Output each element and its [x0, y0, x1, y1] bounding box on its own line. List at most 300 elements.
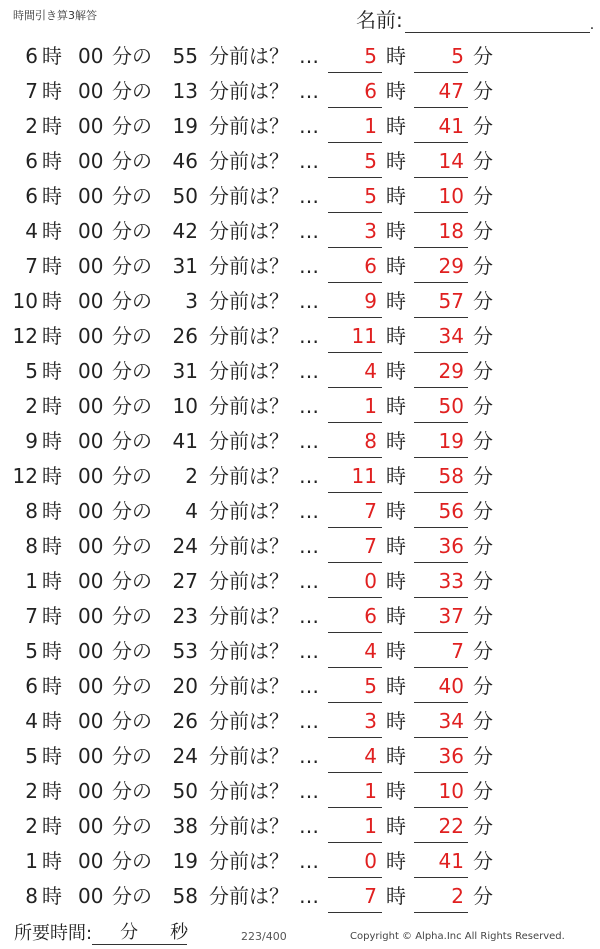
ellipsis: …: [299, 464, 318, 488]
hour-value: 2: [25, 779, 38, 803]
answer-minute-line[interactable]: [414, 212, 468, 213]
answer-minute-line[interactable]: [414, 702, 468, 703]
problem-row: [0, 564, 600, 599]
minute-of-label: 分の: [112, 674, 152, 698]
answer-minute-line[interactable]: [414, 457, 468, 458]
answer-minute-label: 分: [473, 464, 493, 488]
hour-label: 時: [42, 44, 62, 68]
hour-label: 時: [42, 464, 62, 488]
minute-value: 00: [78, 709, 104, 733]
minutes-before-label: 分前は？: [209, 779, 289, 803]
answer-hour-label: 時: [386, 569, 406, 593]
problem-row: [0, 599, 600, 634]
answer-minute-line[interactable]: [414, 772, 468, 773]
answer-hour-label: 時: [386, 604, 406, 628]
hour-label: 時: [42, 674, 62, 698]
answer-minute: 37: [438, 604, 464, 628]
answer-minute-line[interactable]: [414, 177, 468, 178]
answer-hour: 6: [364, 604, 377, 628]
minute-value: 00: [78, 849, 104, 873]
answer-minute: 33: [438, 569, 464, 593]
minutes-before-value: 55: [172, 44, 198, 68]
copyright: Copyright © Alpha.Inc All Rights Reserved.: [350, 931, 565, 942]
answer-hour-label: 時: [386, 429, 406, 453]
minutes-before-label: 分前は？: [209, 849, 289, 873]
answer-minute: 10: [438, 184, 464, 208]
answer-minute-label: 分: [473, 184, 493, 208]
problem-row: [0, 284, 600, 319]
problem-list: [0, 39, 600, 914]
answer-minute: 47: [438, 79, 464, 103]
hour-value: 2: [25, 814, 38, 838]
answer-hour: 5: [364, 44, 377, 68]
hour-value: 7: [25, 254, 38, 278]
answer-minute-label: 分: [473, 779, 493, 803]
minutes-unit: 分: [120, 922, 139, 943]
minutes-before-label: 分前は？: [209, 254, 289, 278]
time-taken-label: 所要時間:: [14, 923, 93, 944]
answer-minute-label: 分: [473, 884, 493, 908]
ellipsis: …: [299, 674, 318, 698]
problem-row: [0, 39, 600, 74]
problem-row: [0, 669, 600, 704]
hour-label: 時: [42, 884, 62, 908]
minutes-before-value: 13: [172, 79, 198, 103]
answer-hour-label: 時: [386, 499, 406, 523]
name-end-mark: .: [589, 17, 595, 33]
answer-hour-line[interactable]: [328, 772, 382, 773]
minute-of-label: 分の: [112, 814, 152, 838]
hour-label: 時: [42, 149, 62, 173]
ellipsis: …: [299, 429, 318, 453]
worksheet-title: 時間引き算3解答: [13, 9, 97, 22]
answer-hour-label: 時: [386, 149, 406, 173]
answer-hour-label: 時: [386, 709, 406, 733]
problem-row: [0, 739, 600, 774]
minutes-before-label: 分前は？: [209, 709, 289, 733]
answer-minute: 56: [438, 499, 464, 523]
minutes-before-label: 分前は？: [209, 499, 289, 523]
hour-value: 1: [25, 849, 38, 873]
hour-value: 7: [25, 604, 38, 628]
problem-row: [0, 459, 600, 494]
answer-minute-label: 分: [473, 324, 493, 348]
hour-value: 1: [25, 569, 38, 593]
answer-hour: 4: [364, 639, 377, 663]
name-field: [356, 4, 594, 33]
answer-hour: 5: [364, 149, 377, 173]
hour-value: 9: [25, 429, 38, 453]
problem-row: [0, 879, 600, 914]
answer-hour-line[interactable]: [328, 737, 382, 738]
minute-value: 00: [78, 534, 104, 558]
answer-hour-label: 時: [386, 114, 406, 138]
ellipsis: …: [299, 884, 318, 908]
answer-hour-label: 時: [386, 184, 406, 208]
answer-hour: 6: [364, 79, 377, 103]
ellipsis: …: [299, 79, 318, 103]
answer-hour: 7: [364, 499, 377, 523]
hour-value: 7: [25, 79, 38, 103]
minute-of-label: 分の: [112, 499, 152, 523]
ellipsis: …: [299, 184, 318, 208]
minutes-before-value: 24: [172, 534, 198, 558]
answer-hour-line[interactable]: [328, 142, 382, 143]
problem-row: [0, 144, 600, 179]
answer-hour-line[interactable]: [328, 492, 382, 493]
problem-row: [0, 634, 600, 669]
minute-value: 00: [78, 219, 104, 243]
minutes-before-label: 分前は？: [209, 639, 289, 663]
minutes-before-label: 分前は？: [209, 324, 289, 348]
problem-row: [0, 214, 600, 249]
answer-minute: 57: [438, 289, 464, 313]
hour-value: 4: [25, 219, 38, 243]
answer-hour-label: 時: [386, 394, 406, 418]
answer-minute-label: 分: [473, 254, 493, 278]
answer-hour-line[interactable]: [328, 842, 382, 843]
answer-minute: 22: [438, 814, 464, 838]
answer-hour: 4: [364, 744, 377, 768]
answer-hour: 11: [351, 464, 377, 488]
answer-minute-line[interactable]: [414, 527, 468, 528]
problem-row: [0, 319, 600, 354]
answer-hour-line[interactable]: [328, 177, 382, 178]
ellipsis: …: [299, 394, 318, 418]
answer-hour: 5: [364, 184, 377, 208]
ellipsis: …: [299, 359, 318, 383]
answer-hour-label: 時: [386, 79, 406, 103]
answer-minute-label: 分: [473, 289, 493, 313]
minute-of-label: 分の: [112, 394, 152, 418]
answer-hour: 11: [351, 324, 377, 348]
hour-value: 6: [25, 184, 38, 208]
answer-minute: 36: [438, 744, 464, 768]
answer-minute-label: 分: [473, 709, 493, 733]
answer-hour: 3: [364, 219, 377, 243]
minutes-before-value: 42: [172, 219, 198, 243]
minutes-before-label: 分前は？: [209, 569, 289, 593]
hour-label: 時: [42, 639, 62, 663]
answer-hour: 1: [364, 779, 377, 803]
problem-row: [0, 389, 600, 424]
answer-minute: 5: [451, 44, 464, 68]
page-number: 223/400: [241, 930, 287, 943]
answer-hour-label: 時: [386, 219, 406, 243]
minute-value: 00: [78, 779, 104, 803]
minutes-before-value: 19: [172, 114, 198, 138]
answer-minute-label: 分: [473, 79, 493, 103]
minute-value: 00: [78, 184, 104, 208]
minutes-before-label: 分前は？: [209, 429, 289, 453]
answer-minute-label: 分: [473, 604, 493, 628]
answer-hour: 9: [364, 289, 377, 313]
answer-minute: 2: [451, 884, 464, 908]
answer-hour-line[interactable]: [328, 457, 382, 458]
answer-hour-line[interactable]: [328, 387, 382, 388]
minute-of-label: 分の: [112, 324, 152, 348]
answer-minute: 10: [438, 779, 464, 803]
hour-value: 2: [25, 394, 38, 418]
minutes-before-value: 50: [172, 779, 198, 803]
minute-of-label: 分の: [112, 884, 152, 908]
answer-minute-label: 分: [473, 219, 493, 243]
minute-of-label: 分の: [112, 429, 152, 453]
hour-value: 8: [25, 534, 38, 558]
minute-of-label: 分の: [112, 569, 152, 593]
minute-value: 00: [78, 639, 104, 663]
minutes-before-value: 3: [185, 289, 198, 313]
hour-value: 8: [25, 499, 38, 523]
hour-value: 5: [25, 639, 38, 663]
answer-minute-line[interactable]: [414, 562, 468, 563]
answer-minute-line[interactable]: [414, 107, 468, 108]
minutes-before-value: 26: [172, 709, 198, 733]
answer-hour-line[interactable]: [328, 632, 382, 633]
answer-minute-label: 分: [473, 359, 493, 383]
answer-minute: 19: [438, 429, 464, 453]
answer-minute-line[interactable]: [414, 912, 468, 913]
minute-of-label: 分の: [112, 219, 152, 243]
answer-minute: 7: [451, 639, 464, 663]
minutes-before-value: 24: [172, 744, 198, 768]
minutes-before-value: 46: [172, 149, 198, 173]
minute-value: 00: [78, 744, 104, 768]
ellipsis: …: [299, 149, 318, 173]
minute-value: 00: [78, 289, 104, 313]
hour-value: 4: [25, 709, 38, 733]
hour-label: 時: [42, 814, 62, 838]
hour-value: 8: [25, 884, 38, 908]
minutes-before-label: 分前は？: [209, 149, 289, 173]
ellipsis: …: [299, 569, 318, 593]
ellipsis: …: [299, 604, 318, 628]
hour-value: 5: [25, 744, 38, 768]
answer-hour: 6: [364, 254, 377, 278]
answer-minute-line[interactable]: [414, 352, 468, 353]
ellipsis: …: [299, 254, 318, 278]
time-taken-line[interactable]: [92, 923, 187, 945]
problem-row: [0, 529, 600, 564]
answer-hour-line[interactable]: [328, 317, 382, 318]
answer-minute-label: 分: [473, 149, 493, 173]
minute-of-label: 分の: [112, 709, 152, 733]
hour-value: 10: [12, 289, 38, 313]
minutes-before-label: 分前は？: [209, 884, 289, 908]
minute-of-label: 分の: [112, 639, 152, 663]
minute-of-label: 分の: [112, 464, 152, 488]
answer-minute: 18: [438, 219, 464, 243]
minutes-before-label: 分前は？: [209, 534, 289, 558]
hour-label: 時: [42, 534, 62, 558]
minute-of-label: 分の: [112, 114, 152, 138]
answer-minute: 41: [438, 114, 464, 138]
problem-row: [0, 74, 600, 109]
answer-minute-line[interactable]: [414, 737, 468, 738]
ellipsis: …: [299, 779, 318, 803]
minute-of-label: 分の: [112, 149, 152, 173]
answer-hour-line[interactable]: [328, 912, 382, 913]
hour-label: 時: [42, 289, 62, 313]
answer-hour-label: 時: [386, 814, 406, 838]
hour-label: 時: [42, 219, 62, 243]
answer-hour-label: 時: [386, 779, 406, 803]
answer-minute-label: 分: [473, 429, 493, 453]
answer-minute-line[interactable]: [414, 387, 468, 388]
minute-of-label: 分の: [112, 604, 152, 628]
answer-hour-line[interactable]: [328, 667, 382, 668]
answer-hour-line[interactable]: [328, 107, 382, 108]
ellipsis: …: [299, 744, 318, 768]
answer-minute-label: 分: [473, 814, 493, 838]
problem-row: [0, 494, 600, 529]
name-input-line[interactable]: [405, 12, 590, 33]
answer-hour-line[interactable]: [328, 877, 382, 878]
answer-hour-line[interactable]: [328, 352, 382, 353]
answer-minute-line[interactable]: [414, 317, 468, 318]
answer-minute-line[interactable]: [414, 422, 468, 423]
problem-row: [0, 109, 600, 144]
answer-minute-line[interactable]: [414, 492, 468, 493]
answer-minute-label: 分: [473, 44, 493, 68]
minutes-before-value: 19: [172, 849, 198, 873]
ellipsis: …: [299, 849, 318, 873]
answer-hour-label: 時: [386, 359, 406, 383]
minutes-before-label: 分前は？: [209, 814, 289, 838]
answer-hour: 0: [364, 849, 377, 873]
answer-hour: 1: [364, 394, 377, 418]
hour-label: 時: [42, 429, 62, 453]
answer-minute-line[interactable]: [414, 667, 468, 668]
ellipsis: …: [299, 289, 318, 313]
answer-hour: 5: [364, 674, 377, 698]
minute-of-label: 分の: [112, 779, 152, 803]
answer-minute-label: 分: [473, 114, 493, 138]
minutes-before-value: 58: [172, 884, 198, 908]
answer-minute: 36: [438, 534, 464, 558]
answer-minute-line[interactable]: [414, 807, 468, 808]
minute-value: 00: [78, 114, 104, 138]
answer-hour-label: 時: [386, 464, 406, 488]
answer-minute-line[interactable]: [414, 247, 468, 248]
minutes-before-label: 分前は？: [209, 184, 289, 208]
answer-hour-label: 時: [386, 884, 406, 908]
answer-hour-line[interactable]: [328, 702, 382, 703]
answer-minute: 14: [438, 149, 464, 173]
answer-hour-line[interactable]: [328, 422, 382, 423]
answer-minute-label: 分: [473, 394, 493, 418]
minute-of-label: 分の: [112, 254, 152, 278]
hour-label: 時: [42, 779, 62, 803]
answer-hour-line[interactable]: [328, 562, 382, 563]
answer-minute-label: 分: [473, 849, 493, 873]
answer-hour-label: 時: [386, 849, 406, 873]
answer-minute-line[interactable]: [414, 632, 468, 633]
minute-value: 00: [78, 429, 104, 453]
answer-hour-label: 時: [386, 44, 406, 68]
answer-minute-line[interactable]: [414, 597, 468, 598]
minute-value: 00: [78, 324, 104, 348]
minute-value: 00: [78, 44, 104, 68]
answer-hour-label: 時: [386, 534, 406, 558]
answer-hour-line[interactable]: [328, 597, 382, 598]
answer-minute-label: 分: [473, 569, 493, 593]
minutes-before-value: 10: [172, 394, 198, 418]
answer-minute-line[interactable]: [414, 142, 468, 143]
ellipsis: …: [299, 709, 318, 733]
minutes-before-value: 26: [172, 324, 198, 348]
answer-minute-line[interactable]: [414, 842, 468, 843]
answer-hour-line[interactable]: [328, 212, 382, 213]
answer-minute: 29: [438, 254, 464, 278]
answer-hour-line[interactable]: [328, 72, 382, 73]
answer-minute-line[interactable]: [414, 282, 468, 283]
minutes-before-label: 分前は？: [209, 744, 289, 768]
answer-minute-label: 分: [473, 499, 493, 523]
ellipsis: …: [299, 114, 318, 138]
minutes-before-value: 31: [172, 359, 198, 383]
hour-value: 2: [25, 114, 38, 138]
ellipsis: …: [299, 44, 318, 68]
problem-row: [0, 844, 600, 879]
minutes-before-value: 23: [172, 604, 198, 628]
ellipsis: …: [299, 219, 318, 243]
minutes-before-value: 27: [172, 569, 198, 593]
answer-minute-line[interactable]: [414, 877, 468, 878]
hour-label: 時: [42, 184, 62, 208]
minutes-before-label: 分前は？: [209, 79, 289, 103]
answer-hour-line[interactable]: [328, 527, 382, 528]
hour-label: 時: [42, 604, 62, 628]
answer-hour-label: 時: [386, 289, 406, 313]
answer-hour: 7: [364, 534, 377, 558]
seconds-unit: 秒: [170, 922, 189, 943]
answer-hour-line[interactable]: [328, 807, 382, 808]
answer-hour-line[interactable]: [328, 247, 382, 248]
name-label: 名前:: [356, 8, 403, 32]
minutes-before-value: 41: [172, 429, 198, 453]
answer-minute-label: 分: [473, 744, 493, 768]
minutes-before-value: 38: [172, 814, 198, 838]
ellipsis: …: [299, 499, 318, 523]
hour-label: 時: [42, 324, 62, 348]
minute-value: 00: [78, 464, 104, 488]
minutes-before-label: 分前は？: [209, 219, 289, 243]
minute-value: 00: [78, 394, 104, 418]
problem-row: [0, 809, 600, 844]
answer-hour: 4: [364, 359, 377, 383]
problem-row: [0, 704, 600, 739]
answer-minute: 41: [438, 849, 464, 873]
answer-hour: 8: [364, 429, 377, 453]
minutes-before-value: 31: [172, 254, 198, 278]
minute-of-label: 分の: [112, 44, 152, 68]
minutes-before-label: 分前は？: [209, 674, 289, 698]
answer-minute-line[interactable]: [414, 72, 468, 73]
minute-of-label: 分の: [112, 184, 152, 208]
minutes-before-value: 50: [172, 184, 198, 208]
hour-label: 時: [42, 359, 62, 383]
minutes-before-value: 53: [172, 639, 198, 663]
problem-row: [0, 179, 600, 214]
answer-hour-line[interactable]: [328, 282, 382, 283]
minute-of-label: 分の: [112, 289, 152, 313]
answer-hour: 3: [364, 709, 377, 733]
answer-minute-label: 分: [473, 534, 493, 558]
minutes-before-label: 分前は？: [209, 289, 289, 313]
minute-of-label: 分の: [112, 359, 152, 383]
hour-value: 5: [25, 359, 38, 383]
